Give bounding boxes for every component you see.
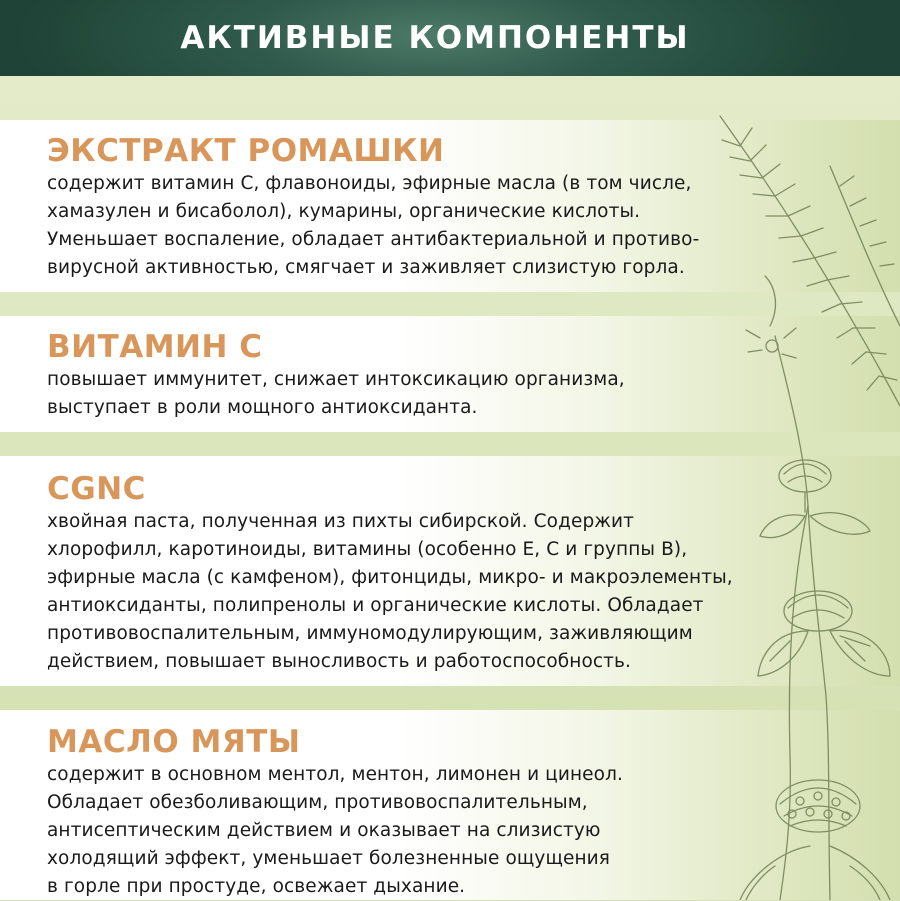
section-description: повышает иммунитет, снижает интоксикацию организма, выступает в роли мощного антиоксиданта. [47,369,625,418]
section-description: содержит витамин С, флавоноиды, эфирные масла (в том числе, хамазулен и бисаболол), кумарины, органические кислоты. Уменьшает воспаление, обладает антибактериальной и противо- вирусной активностью, смягчает и заживляет слизистую горла. [47,173,700,278]
section-title: ЭКСТРАКТ РОМАШКИ [47,133,445,169]
section-vitamin-c [0,316,900,432]
section-title: CGNC [47,471,146,507]
section-description: хвойная паста, полученная из пихты сибирской. Содержит хлорофилл, каротиноиды, витамины (особенно Е, С и группы В), эфирные масла (с камфеном), фитонциды, микро- и макроэлементы, антиоксиданты, полипренолы и органические кислоты. Обладает противовоспалительным, иммуномодулирующим, заживляющим действием, повышает выносливость и работоспособность. [47,511,733,672]
section-description: содержит в основном ментол, ментон, лимонен и цинеол. Обладает обезболивающим, противовоспалительным, антисептическим действием и оказывает на слизистую холодящий эффект, уменьшает болезненные ощущения в горле при простуде, освежает дыхание. [47,764,623,897]
section-chamomile-extract [0,120,900,292]
section-title: МАСЛО МЯТЫ [47,724,301,760]
section-mint-oil [0,710,900,900]
header-banner [0,0,900,76]
page-title: АКТИВНЫЕ КОМПОНЕНТЫ [180,20,690,56]
section-title: ВИТАМИН С [47,329,263,365]
section-cgnc [0,456,900,686]
